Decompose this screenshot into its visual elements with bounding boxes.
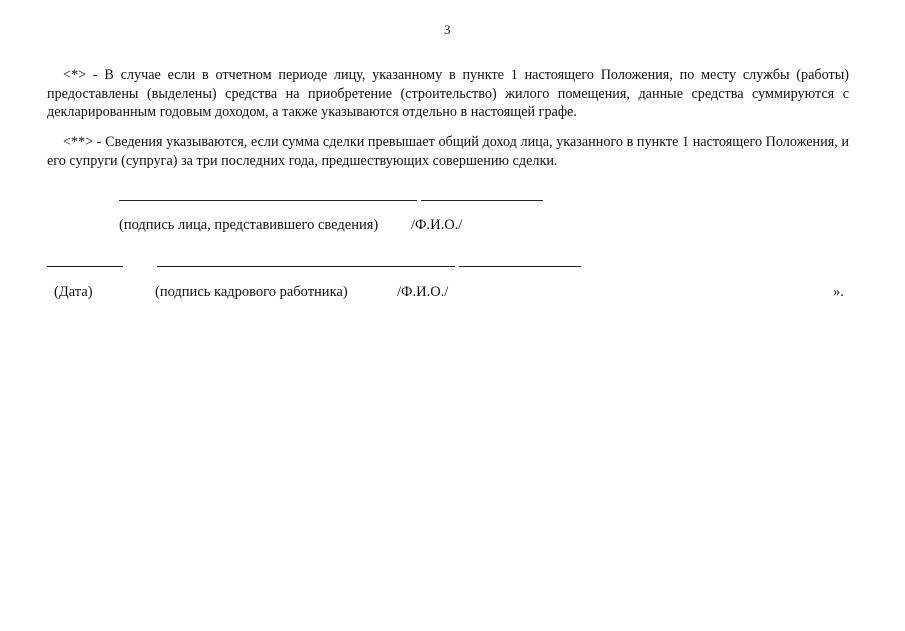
closing-quote: ».: [833, 284, 844, 300]
date-label: (Дата): [54, 284, 93, 300]
footnote-2: <**> - Сведения указываются, если сумма сделки превышает общий доход лица, указанного в пункте 1 настоящего Положения, и его супруги (супруга) за три последних года, предшествующих совершению сделки.: [47, 134, 849, 169]
hr-name-line: [459, 266, 581, 267]
page-number: 3: [444, 22, 451, 37]
declarant-signature-line: [119, 200, 417, 201]
footnote-1: <*> - В случае если в отчетном периоде лицу, указанному в пункте 1 настоящего Положения, по месту службы (работы) предоставлены (выделены) средства на приобретение (строительство) жилого помещения, данные средства суммируются с декларированным годовым доходом, а также указываются отдельно в настоящей графе.: [47, 67, 849, 120]
declarant-name-line: [421, 200, 543, 201]
declarant-name-label: /Ф.И.О./: [411, 217, 463, 233]
hr-name-label: /Ф.И.О./: [397, 284, 449, 300]
declarant-signature-label: (подпись лица, представившего сведения): [119, 217, 379, 233]
hr-signature-label: (подпись кадрового работника): [155, 284, 348, 300]
date-line: [47, 266, 123, 267]
hr-signature-line: [157, 266, 455, 267]
